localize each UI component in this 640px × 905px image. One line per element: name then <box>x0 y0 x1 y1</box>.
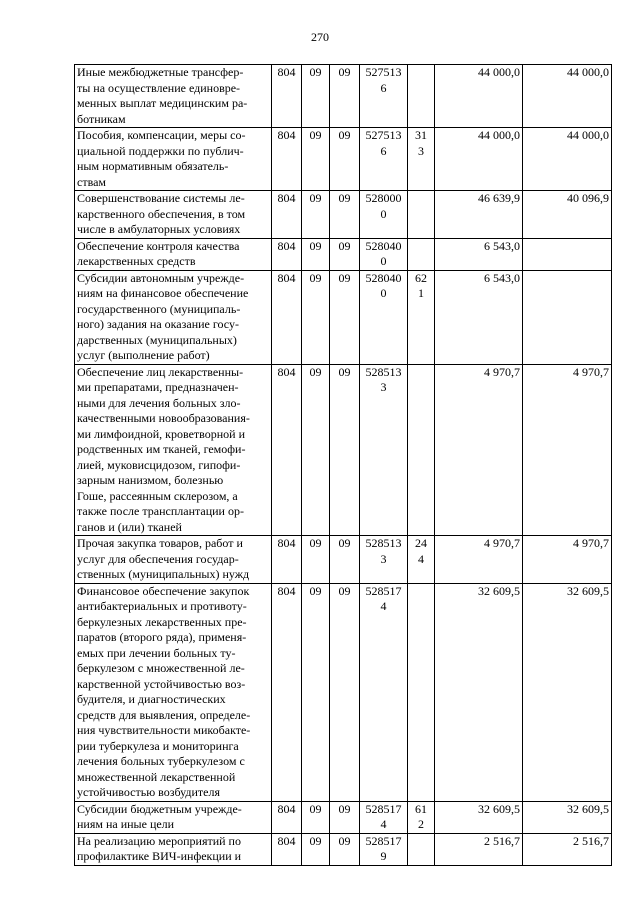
ministry-code-cell: 804 <box>272 536 302 584</box>
amount-total-cell: 32 609,5 <box>435 801 523 833</box>
ministry-code-cell: 804 <box>272 583 302 801</box>
table-row <box>75 238 612 270</box>
section-code-cell: 09 <box>302 801 330 833</box>
section-code-cell: 09 <box>302 583 330 801</box>
budget-table-body <box>75 65 612 866</box>
table-row <box>75 801 612 833</box>
table-row <box>75 536 612 584</box>
target-article-cell: 528517 4 <box>360 801 408 833</box>
ministry-code-cell: 804 <box>272 833 302 865</box>
ministry-code-cell: 804 <box>272 270 302 364</box>
amount-total-cell: 44 000,0 <box>435 128 523 191</box>
table-row <box>75 833 612 865</box>
budget-table <box>74 64 612 866</box>
section-code-cell: 09 <box>302 270 330 364</box>
expense-type-cell <box>408 191 435 239</box>
row-name-cell: Прочая закупка товаров, работ и услуг для обеспечения государ- ственных (муниципальных) нужд <box>75 536 272 584</box>
target-article-cell: 528513 3 <box>360 364 408 536</box>
subsection-code-cell: 09 <box>330 801 360 833</box>
amount-second-cell: 4 970,7 <box>523 364 612 536</box>
subsection-code-cell: 09 <box>330 833 360 865</box>
amount-second-cell: 32 609,5 <box>523 583 612 801</box>
row-name-cell: Иные межбюджетные трансфер- ты на осуществление единовре- менных выплат медицинским ра- ботникам <box>75 65 272 128</box>
table-row <box>75 65 612 128</box>
amount-total-cell: 46 639,9 <box>435 191 523 239</box>
ministry-code-cell: 804 <box>272 364 302 536</box>
subsection-code-cell: 09 <box>330 364 360 536</box>
expense-type-cell <box>408 583 435 801</box>
page-number: 270 <box>311 30 329 44</box>
amount-total-cell: 32 609,5 <box>435 583 523 801</box>
subsection-code-cell: 09 <box>330 238 360 270</box>
expense-type-cell <box>408 65 435 128</box>
row-name-cell: Пособия, компенсации, меры со- циальной поддержки по публич- ным нормативным обязатель- ствам <box>75 128 272 191</box>
target-article-cell: 528000 0 <box>360 191 408 239</box>
table-row <box>75 191 612 239</box>
target-article-cell: 528513 3 <box>360 536 408 584</box>
target-article-cell: 528040 0 <box>360 238 408 270</box>
amount-total-cell: 44 000,0 <box>435 65 523 128</box>
subsection-code-cell: 09 <box>330 270 360 364</box>
amount-second-cell: 44 000,0 <box>523 65 612 128</box>
amount-second-cell: 32 609,5 <box>523 801 612 833</box>
expense-type-cell <box>408 238 435 270</box>
amount-second-cell <box>523 270 612 364</box>
expense-type-cell <box>408 364 435 536</box>
ministry-code-cell: 804 <box>272 801 302 833</box>
target-article-cell: 527513 6 <box>360 128 408 191</box>
row-name-cell: Обеспечение лиц лекарственны- ми препаратами, предназначен- ными для лечения больных зло- качественными новообразования- ми лимфоидной, кроветворной и родственных им тканей, гемофи- лией, муковисцидозом, гипофи- зарным нанизмом, болезнью Гоше, рассеянным склерозом, а также после трансплантации ор- ганов и (или) тканей <box>75 364 272 536</box>
ministry-code-cell: 804 <box>272 191 302 239</box>
table-row <box>75 583 612 801</box>
ministry-code-cell: 804 <box>272 238 302 270</box>
subsection-code-cell: 09 <box>330 583 360 801</box>
section-code-cell: 09 <box>302 65 330 128</box>
expense-type-cell: 24 4 <box>408 536 435 584</box>
target-article-cell: 528517 9 <box>360 833 408 865</box>
amount-total-cell: 4 970,7 <box>435 536 523 584</box>
expense-type-cell: 61 2 <box>408 801 435 833</box>
section-code-cell: 09 <box>302 364 330 536</box>
ministry-code-cell: 804 <box>272 128 302 191</box>
target-article-cell: 528040 0 <box>360 270 408 364</box>
row-name-cell: Финансовое обеспечение закупок антибактериальных и противоту- беркулезных лекарственных пре- паратов (второго ряда), применя- емых при лечении больных ту- беркулезом с множественной ле- карственной устойчивостью воз- будителя, и диагностических средств для выявления, определе- ния чувствительности микобакте- рии туберкулеза и мониторинга лечения больных туберкулезом с множественной лекарственной устойчивостью возбудителя <box>75 583 272 801</box>
target-article-cell: 528517 4 <box>360 583 408 801</box>
section-code-cell: 09 <box>302 833 330 865</box>
expense-type-cell: 31 3 <box>408 128 435 191</box>
amount-total-cell: 2 516,7 <box>435 833 523 865</box>
subsection-code-cell: 09 <box>330 65 360 128</box>
row-name-cell: Субсидии автономным учрежде- ниям на финансовое обеспечение государственного (муниципаль- ного) задания на оказание госу- дарственных (муниципальных) услуг (выполнение работ) <box>75 270 272 364</box>
table-row <box>75 270 612 364</box>
amount-total-cell: 6 543,0 <box>435 238 523 270</box>
amount-total-cell: 4 970,7 <box>435 364 523 536</box>
section-code-cell: 09 <box>302 238 330 270</box>
table-row <box>75 128 612 191</box>
row-name-cell: Обеспечение контроля качества лекарственных средств <box>75 238 272 270</box>
target-article-cell: 527513 6 <box>360 65 408 128</box>
section-code-cell: 09 <box>302 128 330 191</box>
row-name-cell: Совершенствование системы ле- карственного обеспечения, в том числе в амбулаторных условиях <box>75 191 272 239</box>
section-code-cell: 09 <box>302 191 330 239</box>
ministry-code-cell: 804 <box>272 65 302 128</box>
subsection-code-cell: 09 <box>330 536 360 584</box>
subsection-code-cell: 09 <box>330 128 360 191</box>
expense-type-cell <box>408 833 435 865</box>
expense-type-cell: 62 1 <box>408 270 435 364</box>
subsection-code-cell: 09 <box>330 191 360 239</box>
amount-second-cell: 40 096,9 <box>523 191 612 239</box>
row-name-cell: Субсидии бюджетным учрежде- ниям на иные цели <box>75 801 272 833</box>
row-name-cell: На реализацию мероприятий по профилактике ВИЧ-инфекции и <box>75 833 272 865</box>
amount-second-cell: 44 000,0 <box>523 128 612 191</box>
amount-total-cell: 6 543,0 <box>435 270 523 364</box>
amount-second-cell: 4 970,7 <box>523 536 612 584</box>
amount-second-cell <box>523 238 612 270</box>
section-code-cell: 09 <box>302 536 330 584</box>
amount-second-cell: 2 516,7 <box>523 833 612 865</box>
table-row <box>75 364 612 536</box>
